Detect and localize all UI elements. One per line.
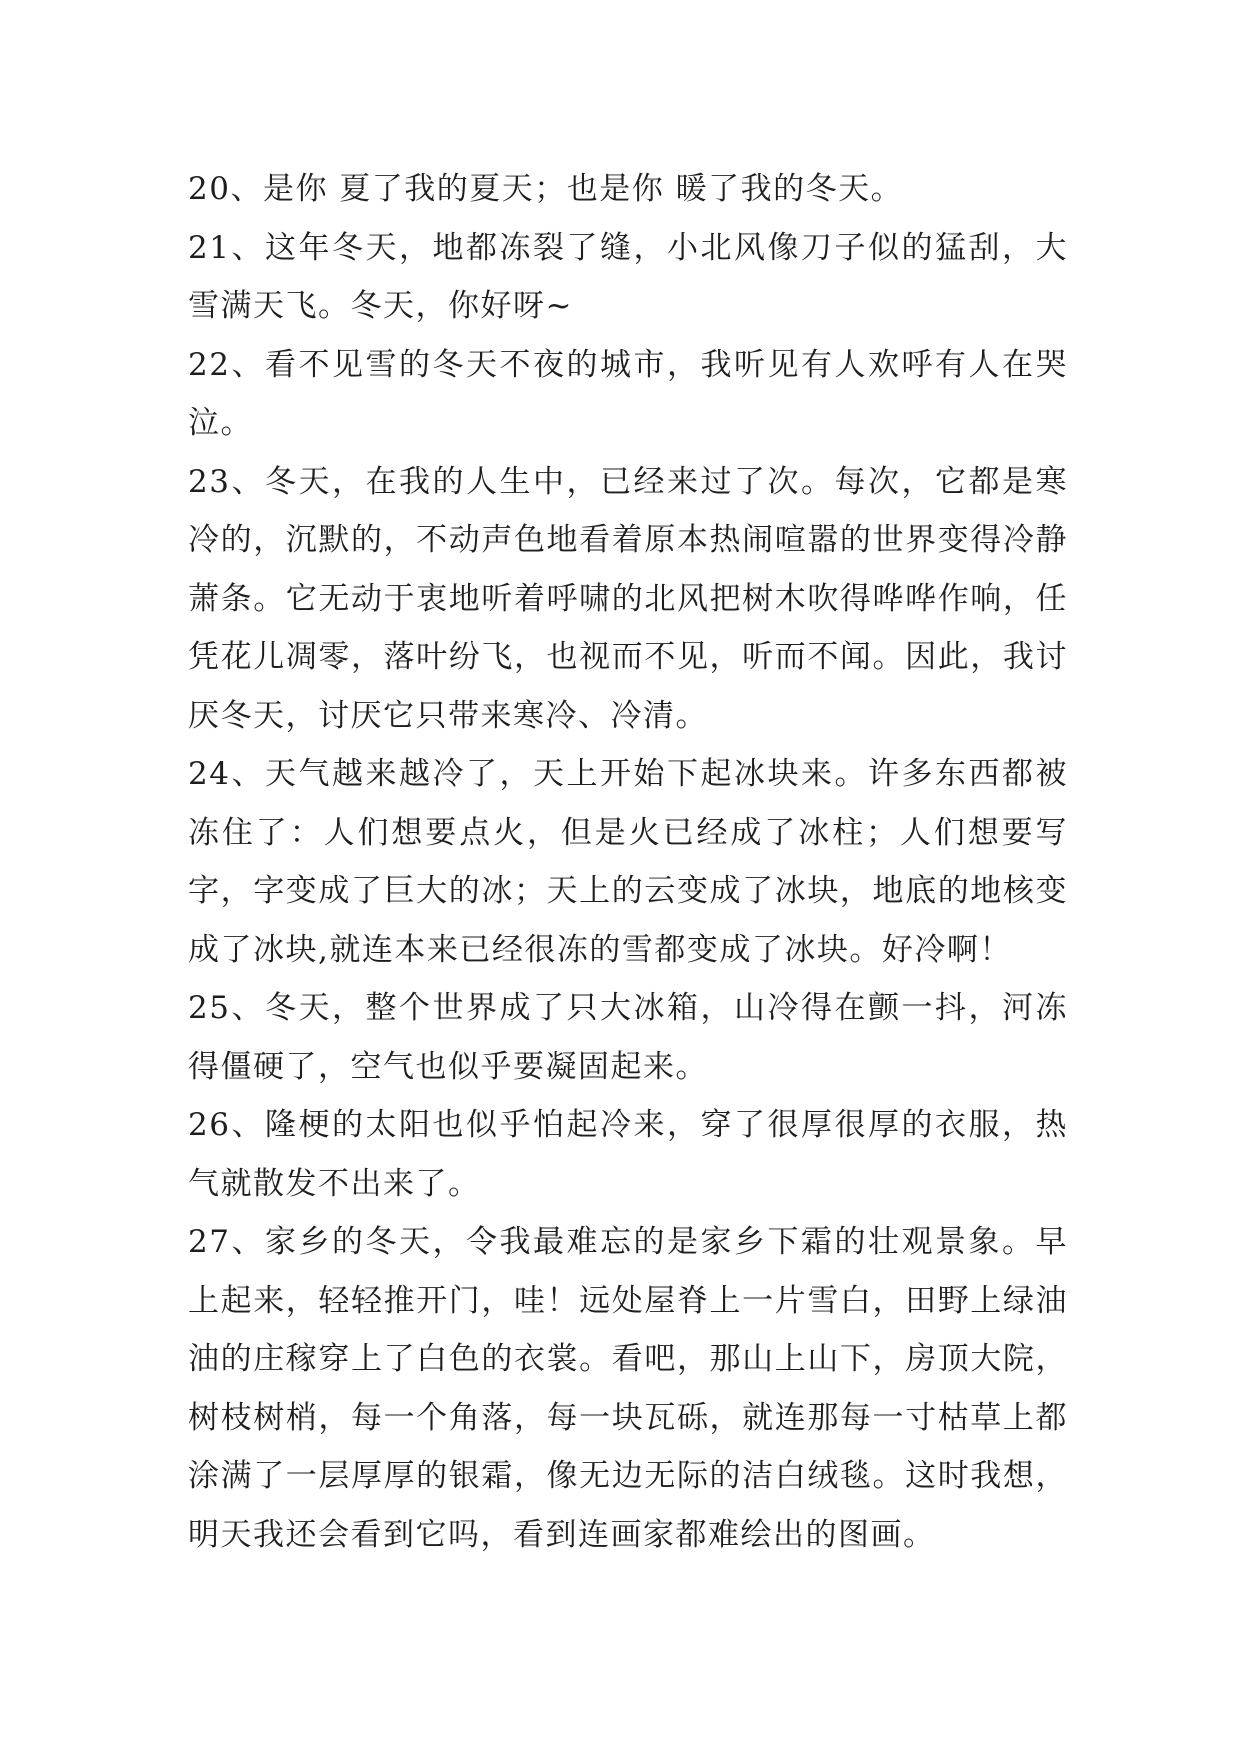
paragraph-22: 22、看不见雪的冬天不夜的城市，我听见有人欢呼有人在哭泣。: [188, 346, 1068, 441]
paragraph-27: 27、家乡的冬天，令我最难忘的是家乡下霜的壮观景象。早上起来，轻轻推开门，哇！远处屋脊上一片雪白，田野上绿油油的庄稼穿上了白色的衣裳。看吧，那山上山下，房顶大院，树枝树梢，每一个角落，每一块瓦砾，就连那每一寸枯草上都涂满了一层厚厚的银霜，像无边无际的洁白绒毯。这时我想，明天我还会看到它吗，看到连画家都难绘出的图画。: [188, 1224, 1068, 1553]
paragraph-21: 21、这年冬天，地都冻裂了缝，小北风像刀子似的猛刮，大雪满天飞。冬天，你好呀~: [188, 229, 1068, 324]
paragraph-25: 25、冬天，整个世界成了只大冰箱，山冷得在颤一抖，河冻得僵硬了，空气也似乎要凝固起来。: [188, 990, 1068, 1085]
paragraph-23: 23、冬天，在我的人生中，已经来过了次。每次，它都是寒冷的，沉默的，不动声色地看着原本热闹喧嚣的世界变得冷静萧条。它无动于衷地听着呼啸的北风把树木吹得哗哗作响，任凭花儿凋零，落叶纷飞，也视而不见，听而不闻。因此，我讨厌冬天，讨厌它只带来寒冷、冷清。: [188, 463, 1068, 734]
document-body: [188, 160, 1068, 1564]
paragraph-24: 24、天气越来越冷了，天上开始下起冰块来。许多东西都被冻住了：人们想要点火，但是火已经成了冰柱；人们想要写字，字变成了巨大的冰；天上的云变成了冰块，地底的地核变成了冰块,就连本来已经很冻的雪都变成了冰块。好冷啊！: [188, 756, 1068, 968]
paragraph-20: 20、是你 夏了我的夏天；也是你 暖了我的冬天。: [188, 171, 904, 207]
paragraph-26: 26、隆梗的太阳也似乎怕起冷来，穿了很厚很厚的衣服，热气就散发不出来了。: [188, 1107, 1068, 1202]
